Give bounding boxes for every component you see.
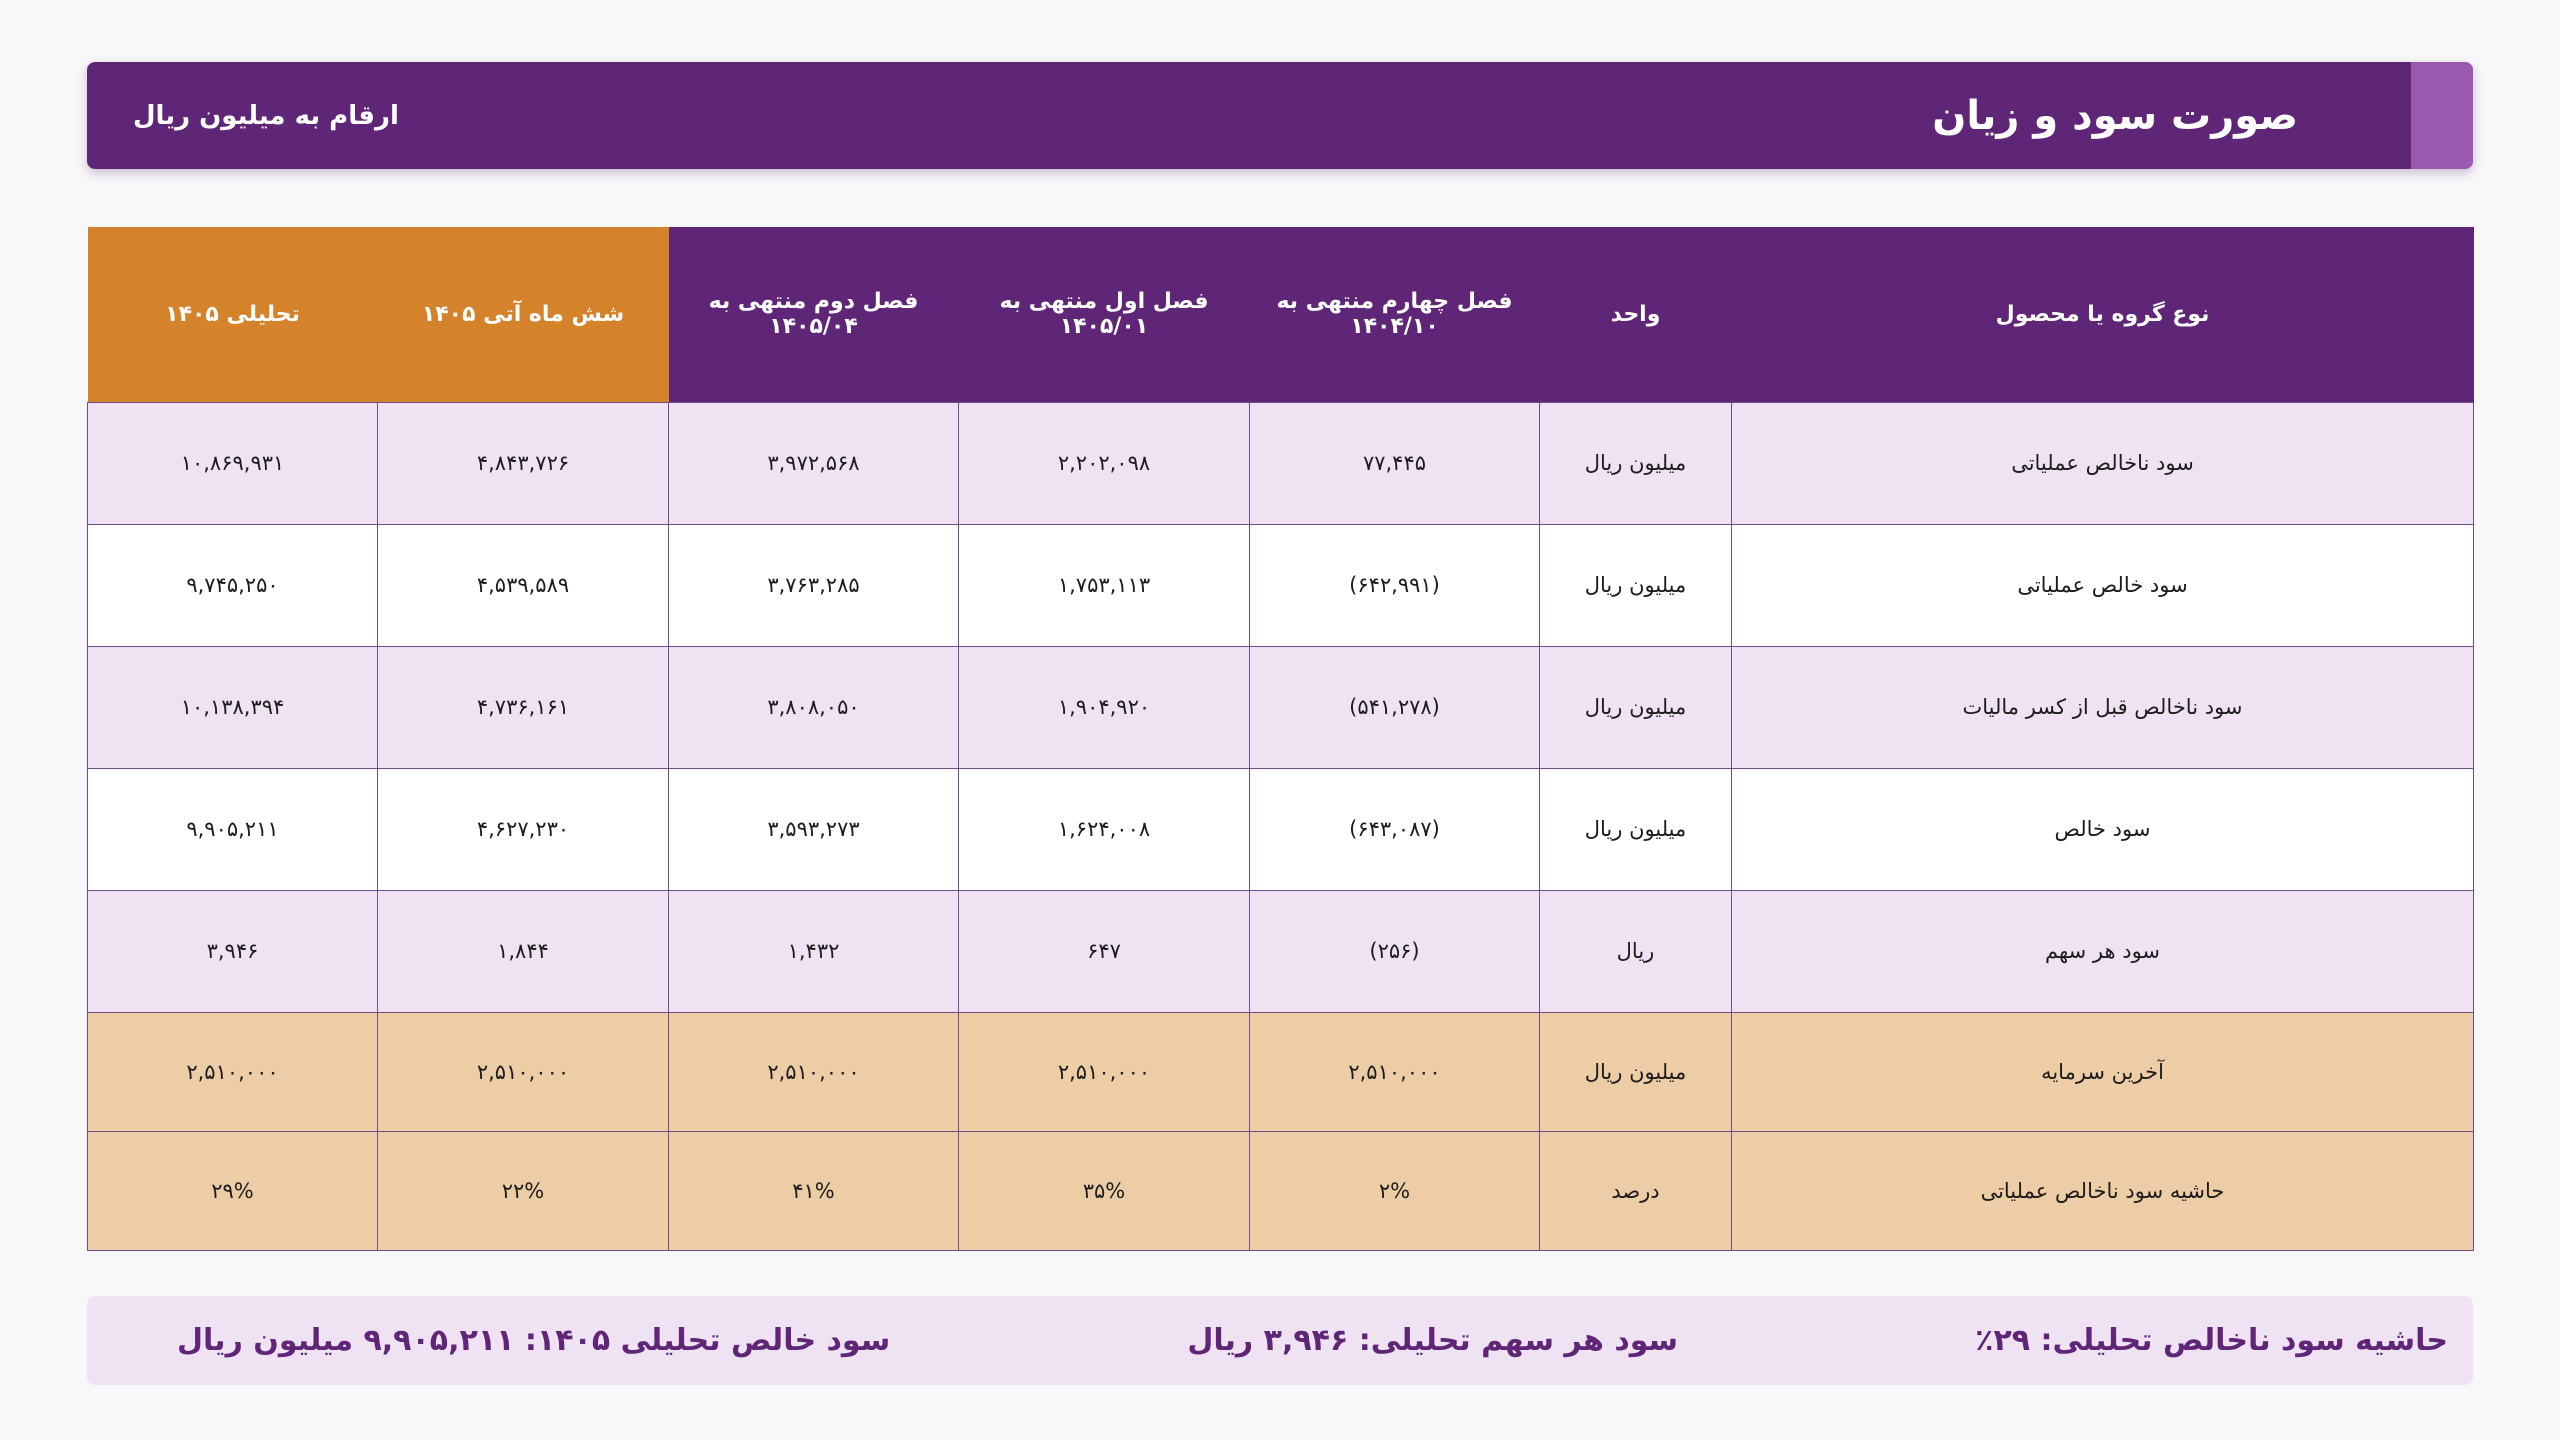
row-label: سود ناخالص عملیاتی [1732,402,2474,524]
table-cell: ۲,۵۱۰,۰۰۰ [959,1012,1250,1131]
page-header [87,62,2473,169]
table-row [88,1131,2474,1250]
table-cell: ۱۰,۸۶۹,۹۳۱ [88,402,378,524]
row-unit: میلیون ریال [1540,768,1732,890]
row-label: سود هر سهم [1732,890,2474,1012]
table-cell: ۴,۵۳۹,۵۸۹ [378,524,669,646]
table-cell: ۳۵% [959,1131,1250,1250]
table-cell: ۴,۸۴۳,۷۲۶ [378,402,669,524]
table-cell: ۱,۶۲۴,۰۰۸ [959,768,1250,890]
table-cell: ۱,۹۰۴,۹۲۰ [959,646,1250,768]
table-cell: ۲,۲۰۲,۰۹۸ [959,402,1250,524]
summary-footer [87,1296,2473,1385]
summary-net-profit: سود خالص تحلیلی ۱۴۰۵: ۹,۹۰۵,۲۱۱ میلیون ریال [177,1323,891,1358]
column-header-unit: واحد [1540,227,1732,402]
table-cell: ۳,۹۷۲,۵۶۸ [669,402,959,524]
row-label: حاشیه سود ناخالص عملیاتی [1732,1131,2474,1250]
table-cell: ۴۱% [669,1131,959,1250]
row-unit: درصد [1540,1131,1732,1250]
table-cell: ۱,۸۴۴ [378,890,669,1012]
table-cell: ۲۹% [88,1131,378,1250]
table-cell: ۱,۴۳۲ [669,890,959,1012]
table-row [88,768,2474,890]
row-unit: میلیون ریال [1540,524,1732,646]
row-label: سود خالص عملیاتی [1732,524,2474,646]
column-header-next-six-months: شش ماه آتی ۱۴۰۵ [378,227,669,402]
column-header-analytical-1405: تحلیلی ۱۴۰۵ [88,227,378,402]
table-cell: ۲,۵۱۰,۰۰۰ [1250,1012,1540,1131]
summary-gross-margin: حاشیه سود ناخالص تحلیلی: ۲۹٪ [1975,1323,2448,1358]
table-row [88,524,2474,646]
table-cell: ۶۴۷ [959,890,1250,1012]
table-row [88,646,2474,768]
table-cell: ۲۲% [378,1131,669,1250]
column-header-q1-1405: فصل اول منتهی به ۱۴۰۵/۰۱ [959,227,1250,402]
row-label: سود خالص [1732,768,2474,890]
table-row [88,402,2474,524]
table-cell: (۵۴۱,۲۷۸) [1250,646,1540,768]
table-cell: ۷۷,۴۴۵ [1250,402,1540,524]
header-accent-bar [2411,62,2473,169]
row-unit: ریال [1540,890,1732,1012]
table-row [88,890,2474,1012]
table-row [88,1012,2474,1131]
table-cell: ۱,۷۵۳,۱۱۳ [959,524,1250,646]
unit-note: ارقام به میلیون ریال [133,100,399,131]
table-cell: ۴,۷۳۶,۱۶۱ [378,646,669,768]
table-cell: ۲,۵۱۰,۰۰۰ [378,1012,669,1131]
table-cell: ۲,۵۱۰,۰۰۰ [88,1012,378,1131]
row-label: سود ناخالص قبل از کسر مالیات [1732,646,2474,768]
row-label: آخرین سرمایه [1732,1012,2474,1131]
table-cell: (۲۵۶) [1250,890,1540,1012]
table-cell: ۳,۸۰۸,۰۵۰ [669,646,959,768]
column-header-q2-1405: فصل دوم منتهی به ۱۴۰۵/۰۴ [669,227,959,402]
column-header-q4-1404: فصل چهارم منتهی به ۱۴۰۴/۱۰ [1250,227,1540,402]
table-cell: (۶۴۲,۹۹۱) [1250,524,1540,646]
table-cell: ۹,۹۰۵,۲۱۱ [88,768,378,890]
table-cell: ۳,۵۹۳,۲۷۳ [669,768,959,890]
summary-eps: سود هر سهم تحلیلی: ۳,۹۴۶ ریال [1187,1323,1679,1358]
income-statement-table [87,227,2474,1251]
table-cell: ۲,۵۱۰,۰۰۰ [669,1012,959,1131]
table-cell: ۴,۶۲۷,۲۳۰ [378,768,669,890]
table-cell: ۳,۷۶۳,۲۸۵ [669,524,959,646]
row-unit: میلیون ریال [1540,1012,1732,1131]
table-cell: ۹,۷۴۵,۲۵۰ [88,524,378,646]
table-cell: ۲% [1250,1131,1540,1250]
table-cell: ۳,۹۴۶ [88,890,378,1012]
page-title: صورت سود و زیان [1932,92,2298,139]
row-unit: میلیون ریال [1540,646,1732,768]
column-header-product-group: نوع گروه یا محصول [1732,227,2474,402]
table-cell: (۶۴۳,۰۸۷) [1250,768,1540,890]
table-cell: ۱۰,۱۳۸,۳۹۴ [88,646,378,768]
row-unit: میلیون ریال [1540,402,1732,524]
table-header-row [88,227,2474,402]
